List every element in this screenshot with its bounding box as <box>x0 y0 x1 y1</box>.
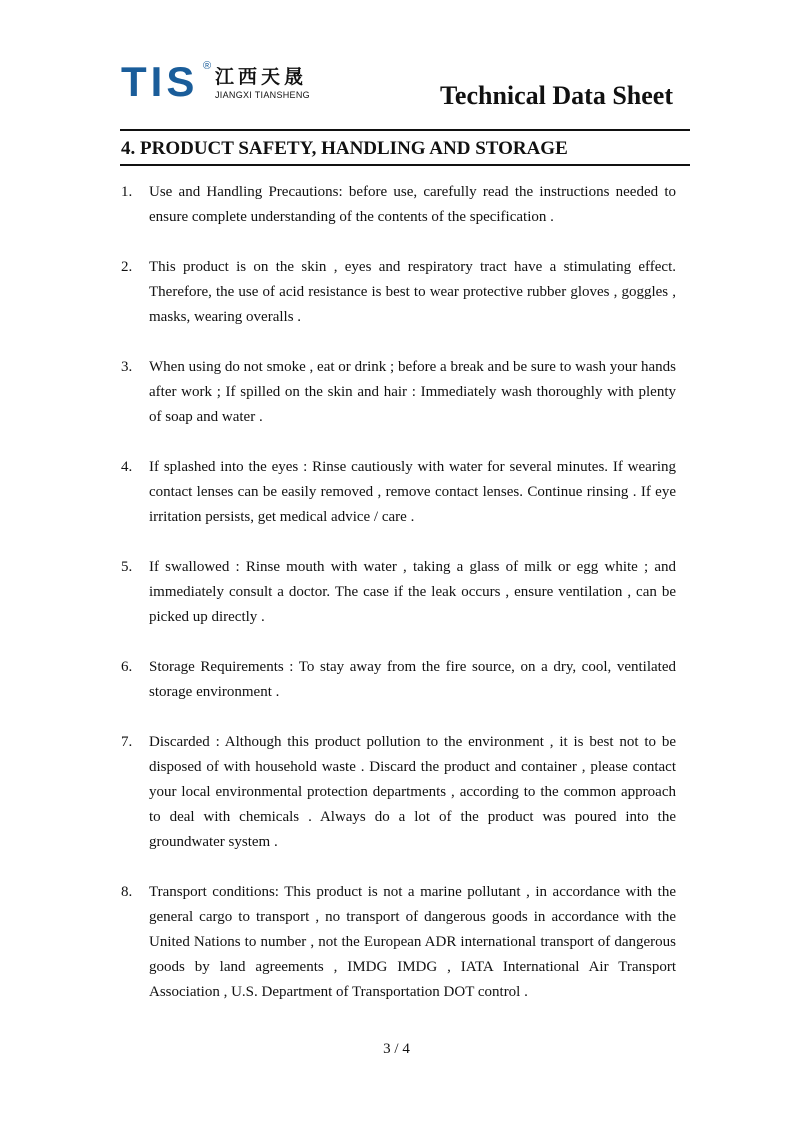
document-title: Technical Data Sheet <box>439 81 673 110</box>
item-text: This product is on the skin , eyes and respiratory tract have a stimulating effect. Therefore, the use of acid resistance is best to wear protective rubber gloves , goggles , masks, wearing overalls . <box>149 259 676 325</box>
company-logo <box>121 60 321 104</box>
item-text: If splashed into the eyes : Rinse cautiously with water for several minutes. If wearing contact lenses can be easily removed , remove contact lenses. Continue rinsing . If eye irritation persists, get medical advice / care . <box>149 459 676 525</box>
item-number: 3. <box>121 359 133 375</box>
item-number: 4. <box>121 459 133 475</box>
item-number: 5. <box>121 559 133 575</box>
registered-mark: ® <box>203 60 212 72</box>
list-item <box>121 355 676 430</box>
item-number: 8. <box>121 884 133 900</box>
item-text: If swallowed : Rinse mouth with water , taking a glass of milk or egg white ; and immediately consult a doctor. The case if the leak occurs , ensure ventilation , can be picked up directly . <box>149 559 676 625</box>
item-number: 2. <box>121 259 133 275</box>
section-heading: 4. PRODUCT SAFETY, HANDLING AND STORAGE <box>121 138 568 159</box>
list-item <box>121 180 676 230</box>
logo-chinese-name: 江西天晟 <box>215 66 308 88</box>
list-item <box>121 255 676 330</box>
precautions-list <box>121 180 676 1030</box>
list-item <box>121 555 676 630</box>
item-text: Storage Requirements : To stay away from the fire source, on a dry, cool, ventilated storage environment . <box>149 659 676 700</box>
list-item <box>121 655 676 705</box>
logo-mark: TIS <box>121 58 199 105</box>
item-text: Discarded : Although this product pollution to the environment , it is best not to be disposed of with household waste . Discard the product and container , please contact your local environmental protection departments , according to the common approach to deal with chemicals . Always do a lot of the product was poured into the groundwater system . <box>149 734 676 850</box>
list-item <box>121 455 676 530</box>
item-number: 7. <box>121 734 133 750</box>
item-text: Use and Handling Precautions: before use, carefully read the instructions needed to ensure complete understanding of the contents of the specification . <box>149 184 676 225</box>
heading-bottom-rule <box>120 164 690 166</box>
item-number: 1. <box>121 184 133 200</box>
list-item <box>121 730 676 855</box>
page-number: 3 / 4 <box>383 1041 410 1057</box>
logo-english-name: JIANGXI TIANSHENG <box>215 90 310 100</box>
heading-top-rule <box>120 129 690 131</box>
item-number: 6. <box>121 659 133 675</box>
list-item <box>121 880 676 1005</box>
item-text: Transport conditions: This product is not a marine pollutant , in accordance with the general cargo to transport , no transport of dangerous goods in accordance with the United Nations to number , not the European ADR international transport of dangerous goods by land agreements , IMDG IMDG , IATA International Air Transport Association , U.S. Department of Transportation DOT control . <box>149 884 676 1000</box>
item-text: When using do not smoke , eat or drink ; before a break and be sure to wash your hands after work ; If spilled on the skin and hair : Immediately wash thoroughly with plenty of soap and water . <box>149 359 676 425</box>
